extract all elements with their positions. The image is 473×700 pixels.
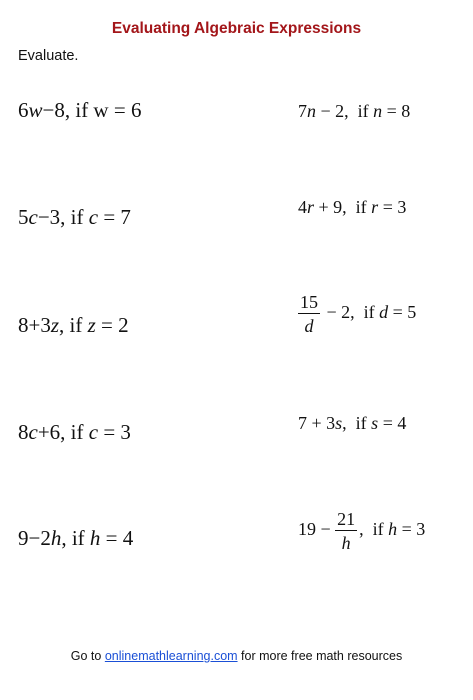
fraction: $\frac{15}{d}$ [300,292,318,336]
problem-6: $\frac{15}{d}$ − 2, if d = 5 [300,292,417,336]
problem-7: 8c+6, if c = 3 [18,420,131,444]
problem-3: 5c−3, if c = 7 [18,205,131,229]
fraction: $\frac{21}{h}$ [337,509,356,553]
footer-suffix: for more free math resources [241,649,403,663]
problem-2: 7n − 2, if n = 8 [298,101,411,121]
problem-9: 9−2h, if h = 4 [18,526,134,550]
instruction-text: Evaluate. [18,48,79,64]
site-link[interactable]: onlinemathlearning.com [104,649,238,663]
problem-10: 19 − $\frac{21}{h}$ , if h = 3 [298,509,426,553]
problem-5: 8+3z, if z = 2 [18,313,129,337]
footer [0,649,473,663]
problem-1: 6w−8, if w = 6 [18,98,142,122]
page-title: Evaluating Algebraic Expressions [111,20,362,37]
problem-8: 7 + 3s, if s = 4 [298,413,407,433]
problem-4: 4r + 9, if r = 3 [298,197,407,217]
footer-prefix: Go to [70,649,102,663]
